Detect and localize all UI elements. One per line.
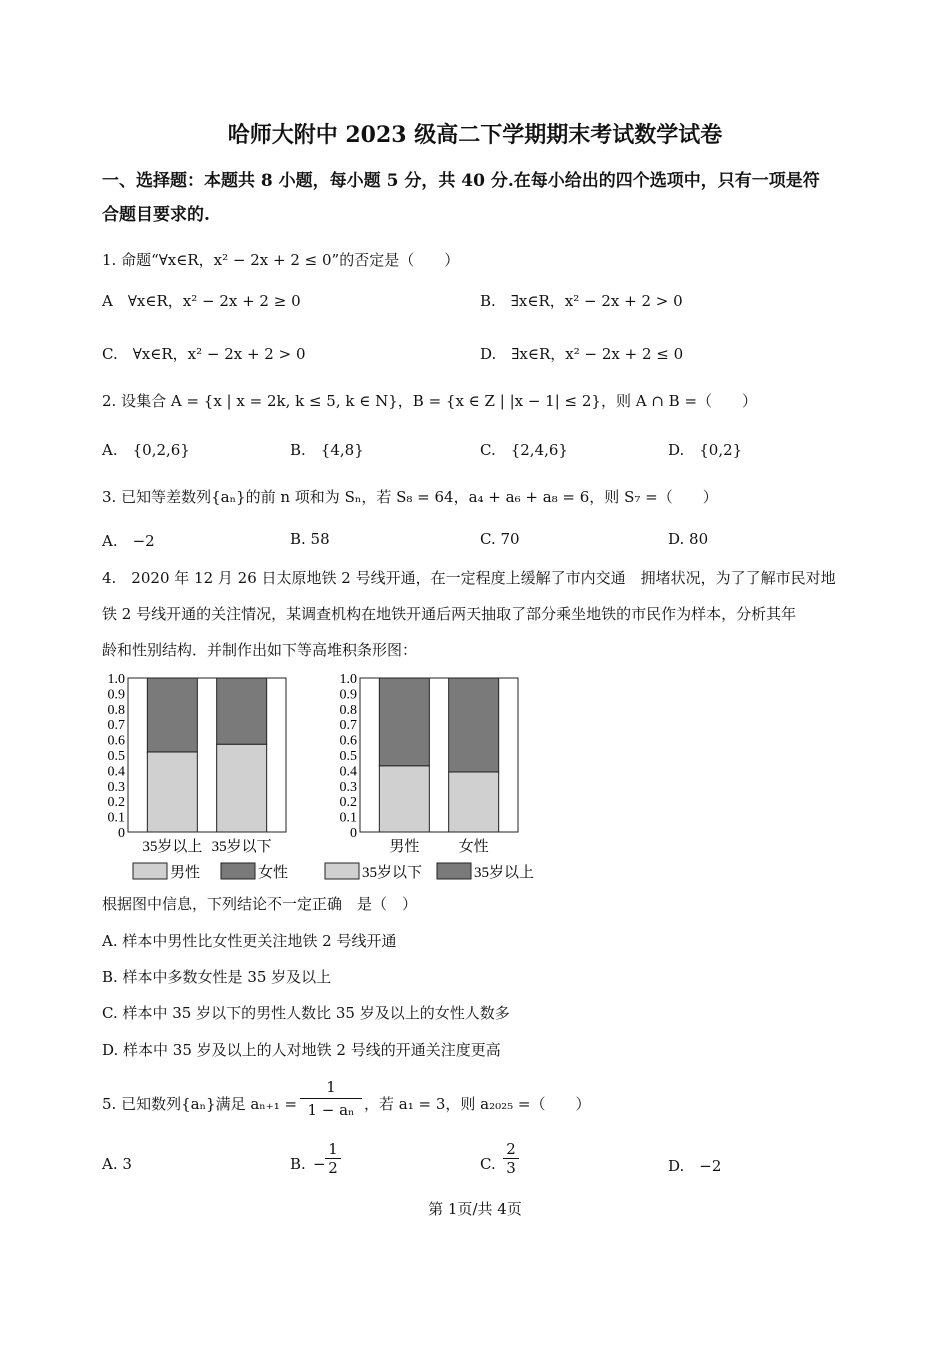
y-tick-label: 0.1 (339, 810, 357, 826)
y-tick-label: 0.7 (339, 718, 357, 734)
bar-segment-35岁以上 (449, 678, 499, 772)
q1-stem: 1. 命题“∀x∈R，x² − 2x + 2 ≤ 0”的否定是（ ） (102, 251, 460, 269)
y-tick-label: 0.3 (107, 779, 125, 795)
y-tick-label: 0.2 (339, 795, 357, 811)
q5-b-num: 1 (325, 1140, 341, 1159)
q5-option-c-fraction (503, 1140, 519, 1177)
legend-label: 35岁以下 (362, 865, 423, 881)
y-tick-label: 0.6 (107, 733, 125, 749)
q3-option-a: A. −2 (102, 532, 155, 550)
q5-frac-den: 1 − aₙ (307, 1101, 355, 1119)
q4-option-b: B. 样本中多数女性是 35 岁及以上 (102, 968, 332, 986)
q1-option-c: C. ∀x∈R，x² − 2x + 2 > 0 (102, 345, 306, 363)
y-tick-label: 0.2 (107, 795, 125, 811)
q2-stem: 2. 设集合 A = {x | x = 2k, k ≤ 5, k ∈ N}，B = {x ∈ Z | |x − 1| ≤ 2}，则 A ∩ B =（ ） (102, 392, 758, 410)
q5-stem-pre: 5. 已知数列{aₙ}满足 aₙ₊₁ = (102, 1095, 298, 1113)
bar-segment-35岁以下 (449, 772, 499, 832)
y-tick-label: 0.1 (107, 810, 125, 826)
q4-line2: 铁 2 号线开通的关注情况，某调查机构在地铁开通后两天抽取了部分乘坐地铁的市民作为样本，分析其年 (102, 605, 797, 623)
q1-option-a: A ∀x∈R，x² − 2x + 2 ≥ 0 (102, 292, 301, 310)
y-tick-label: 0.8 (339, 702, 357, 718)
bar-segment-男性 (217, 744, 267, 832)
q2-option-a: A. {0,2,6} (102, 441, 190, 459)
y-tick-label: 0.5 (339, 749, 357, 764)
legend-label: 男性 (170, 865, 201, 881)
q4-option-a: A. 样本中男性比女性更关注地铁 2 号线开通 (102, 932, 397, 950)
q5-option-b-label: B. (290, 1155, 306, 1173)
y-tick-label: 0.7 (107, 718, 125, 734)
q1-option-d: D. ∃x∈R，x² − 2x + 2 ≤ 0 (480, 345, 684, 363)
legend-swatch (133, 863, 167, 879)
q5-option-a: A. 3 (102, 1155, 132, 1173)
q2-option-d: D. {0,2} (668, 441, 743, 459)
q3-option-b: B. 58 (290, 530, 330, 548)
legend-swatch (437, 863, 471, 879)
y-tick-label: 0.4 (339, 764, 357, 780)
chart-age-gender (108, 672, 289, 881)
q5-c-den: 3 (506, 1159, 516, 1177)
q5-b-den: 2 (328, 1159, 338, 1177)
q4-option-c: C. 样本中 35 岁以下的男性人数比 35 岁及以上的女性人数多 (102, 1004, 510, 1022)
y-tick-label: 0 (118, 826, 125, 841)
x-tick-label: 男性 (389, 839, 420, 855)
bar-segment-女性 (217, 678, 267, 744)
bar-segment-女性 (147, 678, 197, 752)
chart-gender-age (325, 672, 534, 881)
page-title: 哈师大附中 2023 级高二下学期期末考试数学试卷 (227, 122, 723, 148)
y-tick-label: 0.3 (339, 779, 357, 795)
q5-fraction (300, 1078, 362, 1119)
q5-stem-post: ，若 a₁ = 3，则 a₂₀₂₅ =（ ） (364, 1095, 591, 1113)
y-tick-label: 0.8 (107, 702, 125, 718)
legend-swatch (221, 863, 255, 879)
q3-option-c: C. 70 (480, 530, 520, 548)
q4-line3: 龄和性别结构．并制作出如下等高堆积条形图： (102, 641, 418, 659)
q3-stem: 3. 已知等差数列{aₙ}的前 n 项和为 Sₙ，若 S₈ = 64，a₄ + a₆ + a₈ = 6，则 S₇ =（ ） (102, 488, 718, 506)
q5-option-b-fraction (325, 1140, 341, 1177)
page-footer: 第 1页/共 4页 (428, 1200, 522, 1218)
y-tick-label: 0.9 (339, 687, 357, 703)
q4-option-d: D. 样本中 35 岁及以上的人对地铁 2 号线的开通关注度更高 (102, 1041, 501, 1059)
q5-option-b-sign: − (313, 1155, 326, 1173)
q1-option-b: B. ∃x∈R，x² − 2x + 2 > 0 (480, 292, 683, 310)
x-tick-label: 女性 (458, 839, 489, 855)
q5-frac-num: 1 (300, 1078, 362, 1099)
section-heading-line1: 一、选择题：本题共 8 小题，每小题 5 分，共 40 分.在每小给出的四个选项中，只有一项是符 (102, 171, 820, 191)
x-tick-label: 35岁以上 (142, 839, 203, 855)
y-tick-label: 0.4 (107, 764, 125, 780)
y-tick-label: 1.0 (107, 672, 125, 687)
x-tick-label: 35岁以下 (211, 839, 272, 855)
bar-segment-35岁以下 (379, 766, 429, 832)
q3-option-d: D. 80 (668, 530, 709, 548)
q4-line1: 4. 2020 年 12 月 26 日太原地铁 2 号线开通，在一定程度上缓解了市内交通 拥堵状况，为了了解市民对地 (102, 569, 836, 587)
q5-option-c-label: C. (480, 1155, 496, 1173)
q2-option-c: C. {2,4,6} (480, 441, 568, 459)
y-tick-label: 1.0 (339, 672, 357, 687)
q4-question: 根据图中信息，下列结论不一定正确 是（ ） (102, 895, 418, 913)
section-heading-line2: 合题目要求的. (102, 205, 210, 225)
y-tick-label: 0.6 (339, 733, 357, 749)
bar-segment-男性 (147, 752, 197, 832)
bar-segment-35岁以上 (379, 678, 429, 766)
q2-option-b: B. {4,8} (290, 441, 364, 459)
y-tick-label: 0.9 (107, 687, 125, 703)
stacked-bar-charts (100, 668, 560, 888)
q5-option-d: D. −2 (668, 1157, 722, 1175)
legend-label: 35岁以上 (474, 865, 535, 881)
y-tick-label: 0.5 (107, 749, 125, 764)
legend-swatch (325, 863, 359, 879)
q5-c-num: 2 (503, 1140, 519, 1159)
y-tick-label: 0 (350, 826, 357, 841)
legend-label: 女性 (258, 865, 289, 881)
